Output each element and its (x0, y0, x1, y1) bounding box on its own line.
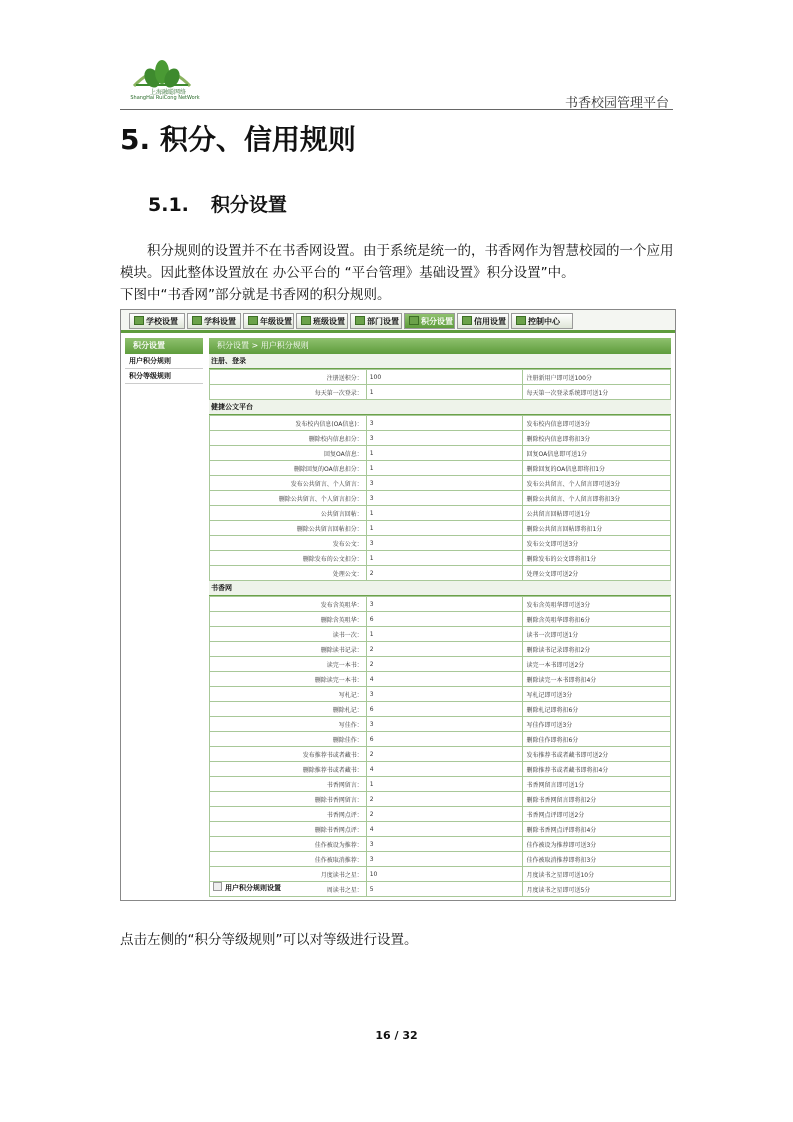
rule-description: 写佳作即可送3分 (523, 717, 671, 732)
rule-label: 删除佳作： (210, 732, 367, 747)
rule-description: 回复OA信息即可送1分 (523, 446, 671, 461)
rule-row (210, 702, 671, 717)
header-title: 书香校园管理平台 (564, 96, 669, 111)
tab-label: 学科设置 (204, 317, 236, 326)
rule-label: 删除书香网点评： (210, 822, 367, 837)
section-heading: 5. 积分、信用规则 (120, 123, 356, 156)
rule-points-input[interactable]: 1 (366, 521, 523, 536)
rule-points-input[interactable]: 4 (366, 822, 523, 837)
tab-label: 积分设置 (421, 317, 453, 326)
rule-description: 公共留言回帖即可送1分 (523, 506, 671, 521)
rule-points-input[interactable]: 3 (366, 491, 523, 506)
rule-row (210, 792, 671, 807)
rule-row (210, 807, 671, 822)
rule-row (210, 687, 671, 702)
tab-icon (355, 316, 365, 325)
tab-label: 部门设置 (367, 317, 399, 326)
rules-table (209, 596, 671, 897)
rule-label: 书香网点评： (210, 807, 367, 822)
tab-0[interactable] (129, 313, 185, 329)
rule-label: 发布含英咀华： (210, 597, 367, 612)
header-divider (120, 109, 673, 110)
rule-row (210, 521, 671, 536)
rule-description: 读书一次即可送1分 (523, 627, 671, 642)
rule-points-input[interactable]: 2 (366, 657, 523, 672)
after-text: 点击左侧的“积分等级规则”可以对等级进行设置。 (120, 932, 418, 948)
side-item-points-level[interactable]: 积分等级规则 (125, 369, 203, 384)
tab-icon (516, 316, 526, 325)
rule-points-input[interactable]: 5 (366, 882, 523, 897)
rule-points-input[interactable]: 1 (366, 627, 523, 642)
folder-icon (213, 882, 222, 891)
tab-6[interactable] (457, 313, 509, 329)
rule-description: 删除书香网点评即将扣4分 (523, 822, 671, 837)
rule-description: 佳作被取消推荐即将扣3分 (523, 852, 671, 867)
rule-row (210, 672, 671, 687)
tab-7[interactable] (511, 313, 573, 329)
logo-cn-text: 上海融聪网络 (149, 89, 186, 96)
rule-points-input[interactable]: 100 (366, 370, 523, 385)
rules-section-title: 书香网 (209, 581, 671, 596)
rule-points-input[interactable]: 3 (366, 431, 523, 446)
rule-label: 读完一本书： (210, 657, 367, 672)
rule-description: 删除推荐书或者藏书即将扣4分 (523, 762, 671, 777)
rule-row (210, 385, 671, 400)
rule-points-input[interactable]: 2 (366, 566, 523, 581)
rule-points-input[interactable]: 3 (366, 536, 523, 551)
rule-row (210, 612, 671, 627)
rule-row (210, 867, 671, 882)
rule-label: 写札记： (210, 687, 367, 702)
rule-points-input[interactable]: 3 (366, 476, 523, 491)
rule-points-input[interactable]: 1 (366, 551, 523, 566)
rule-description: 处理公文即可送2分 (523, 566, 671, 581)
rule-label: 删除推荐书或者藏书： (210, 762, 367, 777)
tab-label: 年级设置 (260, 317, 292, 326)
side-item-user-points[interactable]: 用户积分规则 (125, 354, 203, 369)
rule-row (210, 491, 671, 506)
rule-row (210, 837, 671, 852)
logo-en-text: ShangHai RuiCong NetWork (130, 95, 200, 101)
rule-row (210, 416, 671, 431)
rule-description: 书香网点评即可送2分 (523, 807, 671, 822)
tab-icon (462, 316, 472, 325)
rule-label: 删除读书记录： (210, 642, 367, 657)
rule-description: 删除回复的OA信息即将扣1分 (523, 461, 671, 476)
tab-icon (409, 316, 419, 325)
rules-table (209, 369, 671, 400)
rule-description: 删除公共留言、个人留言即将扣3分 (523, 491, 671, 506)
rule-description: 删除札记即将扣6分 (523, 702, 671, 717)
tab-4[interactable] (350, 313, 402, 329)
bottom-label-text: 用户积分规则设置 (225, 884, 281, 892)
body-text (120, 240, 675, 306)
tab-icon (301, 316, 311, 325)
rule-label: 发布校内信息(OA信息)： (210, 416, 367, 431)
side-menu (125, 338, 203, 888)
tab-label: 控制中心 (528, 317, 560, 326)
paragraph: 下图中“书香网”部分就是书香网的积分规则。 (120, 287, 391, 303)
rule-points-input[interactable]: 6 (366, 702, 523, 717)
rule-description: 每天第一次登录系统即可送1分 (523, 385, 671, 400)
rule-points-input[interactable]: 10 (366, 867, 523, 882)
rule-description: 发布校内信息即可送3分 (523, 416, 671, 431)
rule-row (210, 431, 671, 446)
rule-points-input[interactable]: 3 (366, 852, 523, 867)
tab-label: 信用设置 (474, 317, 506, 326)
bottom-label (213, 882, 281, 893)
rule-description: 注册新用户即可送100分 (523, 370, 671, 385)
rule-description: 发布公文即可送3分 (523, 536, 671, 551)
rule-points-input[interactable]: 2 (366, 642, 523, 657)
rule-label: 处理公文： (210, 566, 367, 581)
rule-row (210, 732, 671, 747)
rule-description: 删除佳作即将扣6分 (523, 732, 671, 747)
rule-label: 注册送积分： (210, 370, 367, 385)
rule-description: 读完一本书即可送2分 (523, 657, 671, 672)
rule-points-input[interactable]: 3 (366, 597, 523, 612)
rule-label: 删除读完一本书： (210, 672, 367, 687)
rule-row (210, 777, 671, 792)
rules-section-title: 健捷公文平台 (209, 400, 671, 415)
rule-label: 周读书之星： (210, 882, 367, 897)
rule-description: 删除公共留言回帖即将扣1分 (523, 521, 671, 536)
rule-points-input[interactable]: 4 (366, 762, 523, 777)
subsection-number: 5.1. (148, 194, 189, 216)
rules-panel (209, 338, 671, 897)
rule-row (210, 627, 671, 642)
rules-section-title: 注册、登录 (209, 354, 671, 369)
embedded-screenshot (120, 309, 676, 901)
rule-description: 写札记即可送3分 (523, 687, 671, 702)
tab-bar (121, 310, 675, 333)
rule-points-input[interactable]: 1 (366, 506, 523, 521)
tab-5[interactable] (404, 313, 455, 329)
tab-1[interactable] (187, 313, 241, 329)
side-menu-header: 积分设置 (125, 338, 203, 354)
rule-description: 发布推荐书或者藏书即可送2分 (523, 747, 671, 762)
rule-row (210, 762, 671, 777)
rule-label: 删除含英咀华： (210, 612, 367, 627)
tab-label: 学校设置 (146, 317, 178, 326)
rule-points-input[interactable]: 1 (366, 446, 523, 461)
rule-description: 删除校内信息即将扣3分 (523, 431, 671, 446)
rule-label: 读书一次： (210, 627, 367, 642)
rule-points-input[interactable]: 6 (366, 612, 523, 627)
rule-row (210, 642, 671, 657)
rule-description: 删除读完一本书即将扣4分 (523, 672, 671, 687)
rules-table (209, 415, 671, 581)
rule-description: 删除读书记录即将扣2分 (523, 642, 671, 657)
rule-description: 删除书香网留言即将扣2分 (523, 792, 671, 807)
rule-points-input[interactable]: 1 (366, 385, 523, 400)
rule-points-input[interactable]: 6 (366, 732, 523, 747)
tab-icon (134, 316, 144, 325)
subsection-heading (148, 190, 287, 217)
rule-description: 删除发布的公文即将扣1分 (523, 551, 671, 566)
rule-row (210, 597, 671, 612)
rule-row (210, 566, 671, 581)
page-number: 16 / 32 (375, 1029, 418, 1042)
rule-label: 删除书香网留言： (210, 792, 367, 807)
rule-points-input[interactable]: 4 (366, 672, 523, 687)
rule-description: 删除含英咀华即将扣6分 (523, 612, 671, 627)
rule-description: 书香网留言即可送1分 (523, 777, 671, 792)
rule-label: 删除公共留言、个人留言扣分： (210, 491, 367, 506)
rule-points-input[interactable]: 3 (366, 837, 523, 852)
rule-points-input[interactable]: 2 (366, 792, 523, 807)
rule-row (210, 536, 671, 551)
rule-description: 佳作被设为推荐即可送3分 (523, 837, 671, 852)
rule-row (210, 370, 671, 385)
tab-label: 班级设置 (313, 317, 345, 326)
rule-row (210, 506, 671, 521)
tab-icon (192, 316, 202, 325)
tab-icon (248, 316, 258, 325)
rule-description: 发布公共留言、个人留言即可送3分 (523, 476, 671, 491)
rule-row (210, 476, 671, 491)
rule-label: 删除札记： (210, 702, 367, 717)
rule-label: 发布推荐书或者藏书： (210, 747, 367, 762)
rule-points-input[interactable]: 1 (366, 777, 523, 792)
rule-label: 发布公共留言、个人留言： (210, 476, 367, 491)
rule-row (210, 717, 671, 732)
rule-label: 公共留言回帖： (210, 506, 367, 521)
rule-label: 回复OA信息： (210, 446, 367, 461)
rule-points-input[interactable]: 2 (366, 807, 523, 822)
tab-3[interactable] (296, 313, 348, 329)
paragraph: 积分规则的设置并不在书香网设置。由于系统是统一的，书香网作为智慧校园的一个应用模块。因此整体设置放在 办公平台的 “平台管理》基础设置》积分设置”中。 (120, 243, 674, 281)
rule-points-input[interactable]: 1 (366, 461, 523, 476)
rule-row (210, 551, 671, 566)
rule-label: 发布公文： (210, 536, 367, 551)
rule-row (210, 852, 671, 867)
rule-description: 月度读书之星即可送10分 (523, 867, 671, 882)
rule-label: 写佳作： (210, 717, 367, 732)
rule-row (210, 446, 671, 461)
rule-label: 删除回复的OA信息扣分： (210, 461, 367, 476)
rule-points-input[interactable]: 3 (366, 687, 523, 702)
rule-label: 佳作被设为推荐： (210, 837, 367, 852)
rule-row (210, 822, 671, 837)
rule-label: 删除校内信息扣分： (210, 431, 367, 446)
rule-row (210, 657, 671, 672)
rule-label: 每天第一次登录： (210, 385, 367, 400)
rule-row (210, 747, 671, 762)
rule-label: 月度读书之星： (210, 867, 367, 882)
rule-description: 发布含英咀华即可送3分 (523, 597, 671, 612)
rules-panel-header: 积分设置 > 用户积分规则 (209, 338, 671, 354)
rule-points-input[interactable]: 3 (366, 416, 523, 431)
rule-points-input[interactable]: 2 (366, 747, 523, 762)
rule-points-input[interactable]: 3 (366, 717, 523, 732)
rule-label: 删除公共留言回帖扣分： (210, 521, 367, 536)
tab-2[interactable] (243, 313, 294, 329)
rule-description: 月度读书之星即可送5分 (523, 882, 671, 897)
subsection-title: 积分设置 (210, 194, 287, 216)
rule-label: 佳作被取消推荐： (210, 852, 367, 867)
rule-label: 书香网留言： (210, 777, 367, 792)
rule-label: 删除发布的公文扣分： (210, 551, 367, 566)
rule-row (210, 461, 671, 476)
